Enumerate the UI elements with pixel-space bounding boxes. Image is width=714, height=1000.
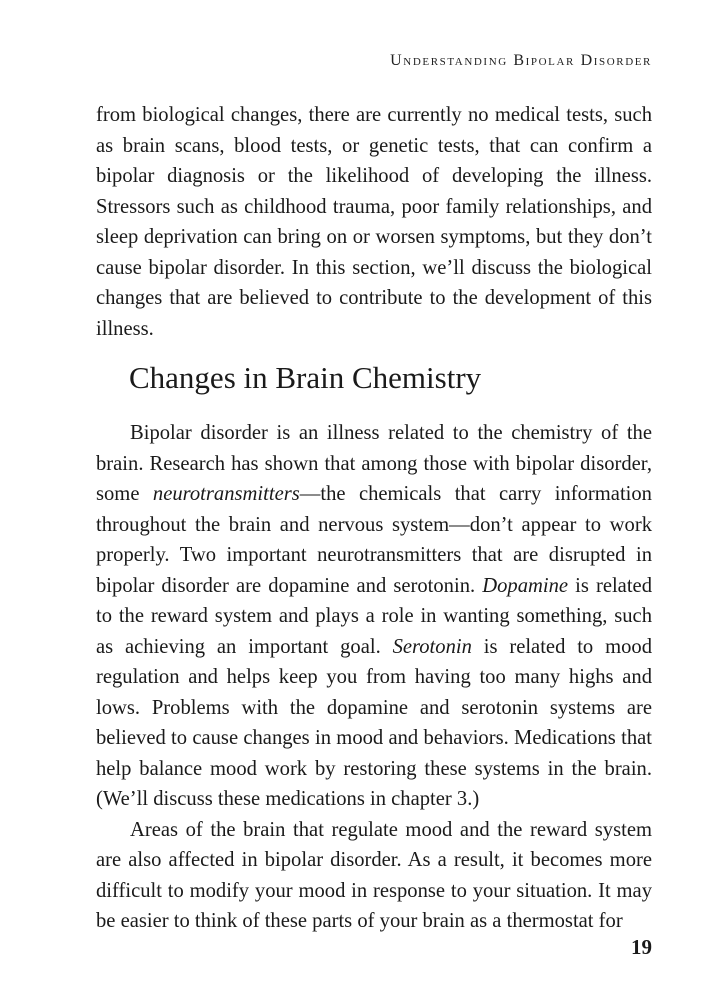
page-number: 19 [631, 935, 652, 959]
section-heading: Changes in Brain Chemistry [129, 360, 482, 395]
paragraph-text: Bipolar disorder is an illness related to the chemistry of the brain. Research has shown that among those with bipolar disorder, some [96, 422, 652, 505]
paragraph-brain-chemistry [96, 418, 652, 815]
paragraph-text: is related to mood regulation and helps keep you from having too many highs and lows. Problems with the dopamine and serotonin systems are believed to cause changes in mood and behaviors. Medications that help balance mood work by restoring these systems in the brain. (We’ll discuss these medications in chapter 3.) [96, 635, 652, 810]
paragraph-text: —the chemicals that carry information throughout the brain and nervous system—don’t appear to work properly. Two important neurotransmitters that are disrupted in bipolar disorder are dopamine and serotonin. [96, 483, 652, 597]
term-serotonin: Serotonin [392, 635, 472, 658]
section-body [96, 418, 652, 937]
term-neurotransmitters: neurotransmitters [152, 483, 300, 505]
running-head: Understanding Bipolar Disorder [390, 52, 652, 69]
term-dopamine: Dopamine [482, 574, 569, 597]
intro-paragraph: from biological changes, there are currently no medical tests, such as brain scans, blood tests, or genetic tests, that can confirm a bipolar diagnosis or the likelihood of developing the illness. Stressors such as childhood trauma, poor family relationships, and sleep deprivation can bring on or worsen symptoms, but they don’t cause bipolar disorder. In this section, we’ll discuss the biological changes that are believed to contribute to the development of this illness. [96, 104, 652, 340]
paragraph-text: is related to the reward system and plays a role in wanting something, such as achieving an important goal. [96, 574, 652, 658]
paragraph-brain-areas: Areas of the brain that regulate mood and the reward system are also affected in bipolar disorder. As a result, it becomes more difficult to modify your mood in response to your situation. It may be easier to think of these parts of your brain as a thermostat for [96, 818, 652, 932]
